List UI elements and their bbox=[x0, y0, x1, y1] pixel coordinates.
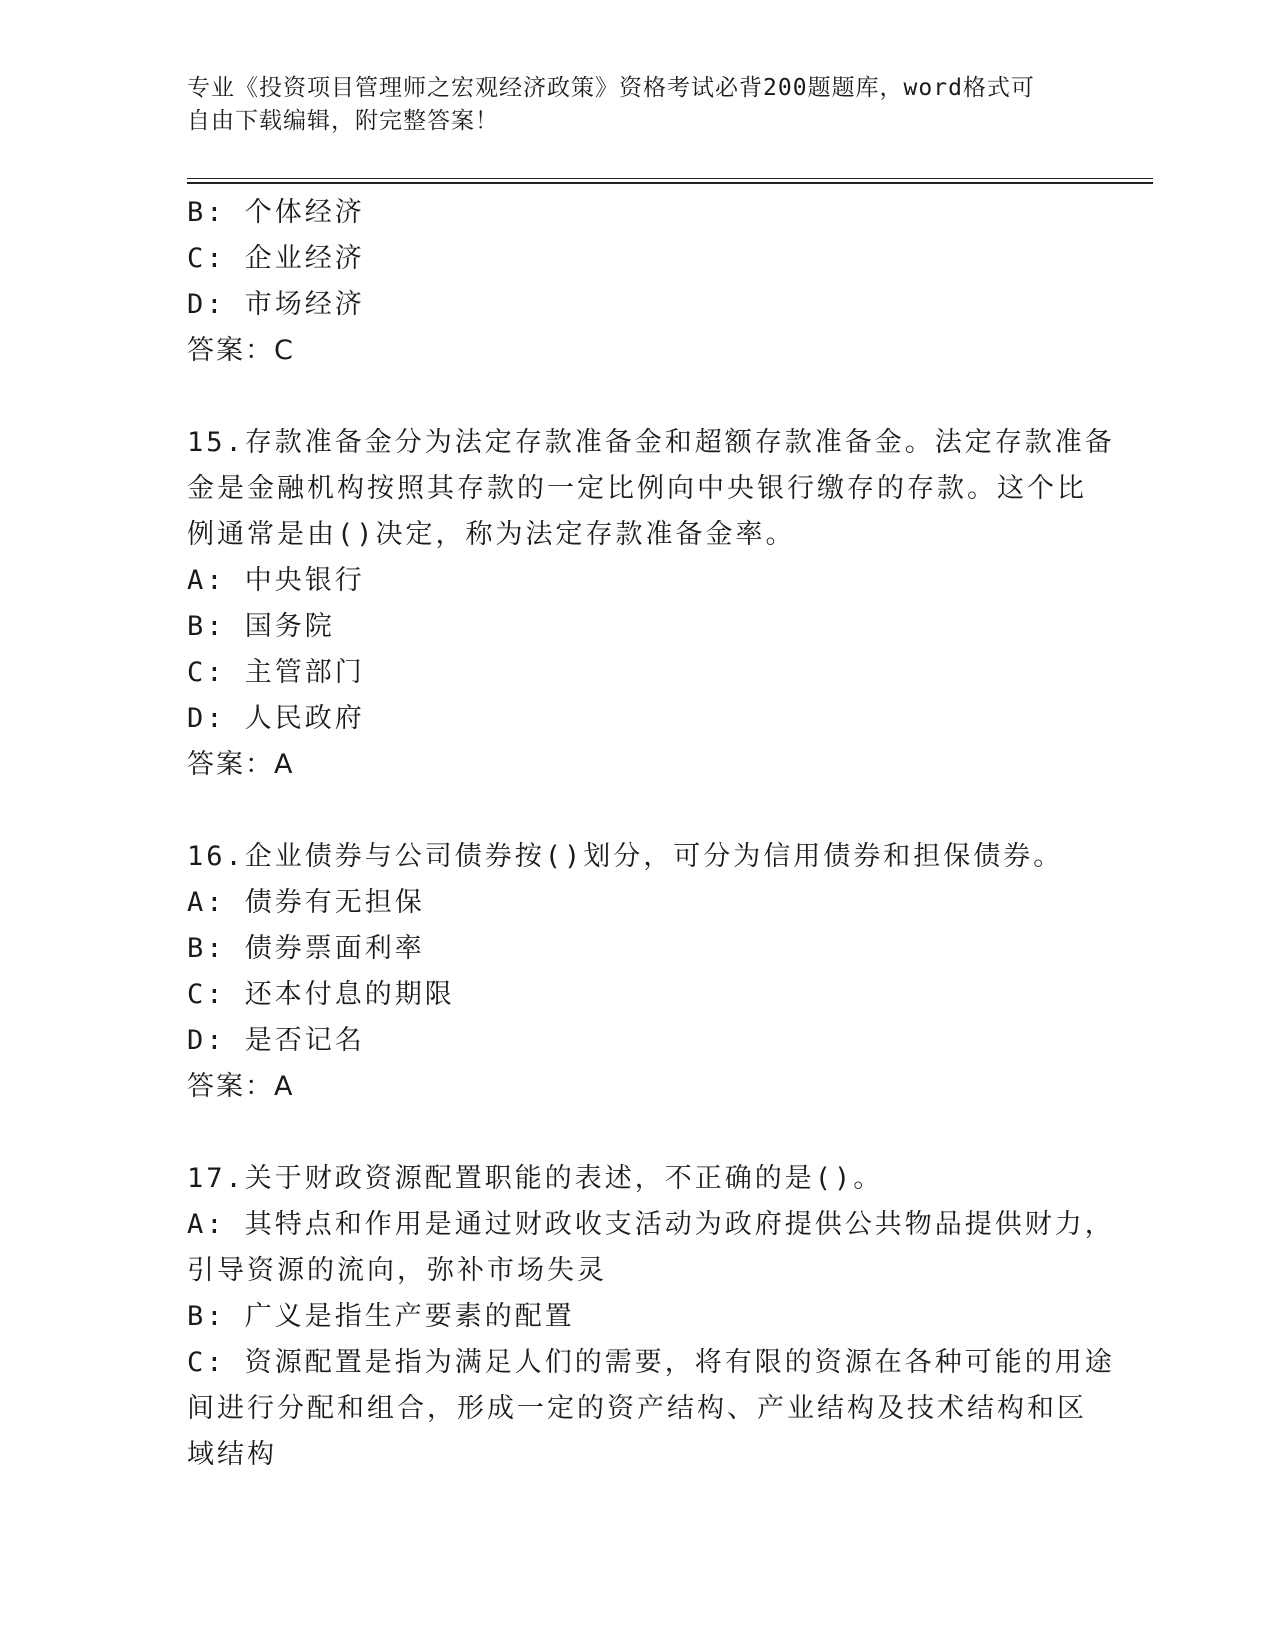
q17-option-a-line-1: A: 其特点和作用是通过财政收支活动为政府提供公共物品提供财力， bbox=[187, 1209, 1115, 1240]
question-content bbox=[187, 190, 1115, 1478]
q15-option-c: C: 主管部门 bbox=[187, 657, 365, 688]
q14-answer: 答案：C bbox=[187, 335, 295, 366]
question-17 bbox=[187, 1156, 1115, 1478]
question-14-tail bbox=[187, 190, 1087, 374]
q16-text: 16.企业债券与公司债券按()划分，可分为信用债券和担保债券。 bbox=[187, 841, 1064, 872]
question-16 bbox=[187, 834, 1087, 1110]
header-line-2: 自由下载编辑，附完整答案！ bbox=[187, 108, 499, 134]
q17-option-a-line-2: 引导资源的流向，弥补市场失灵 bbox=[187, 1255, 607, 1286]
q16-option-b: B: 债券票面利率 bbox=[187, 933, 425, 964]
spacer bbox=[187, 788, 1087, 834]
q16-option-c: C: 还本付息的期限 bbox=[187, 979, 455, 1010]
q15-text-line-1: 15.存款准备金分为法定存款准备金和超额存款准备金。法定存款准备 bbox=[187, 427, 1115, 458]
q14-option-c: C: 企业经济 bbox=[187, 243, 365, 274]
q14-option-d: D: 市场经济 bbox=[187, 289, 365, 320]
q16-option-a: A: 债券有无担保 bbox=[187, 887, 425, 918]
q17-option-b: B: 广义是指生产要素的配置 bbox=[187, 1301, 575, 1332]
spacer bbox=[187, 374, 1087, 420]
spacer bbox=[187, 1110, 1087, 1156]
q17-option-c-line-3: 域结构 bbox=[187, 1439, 277, 1470]
q15-answer: 答案：A bbox=[187, 749, 295, 780]
q17-text: 17.关于财政资源配置职能的表述，不正确的是()。 bbox=[187, 1163, 884, 1194]
document-header bbox=[187, 72, 1087, 138]
q15-option-a: A: 中央银行 bbox=[187, 565, 365, 596]
q14-option-b: B: 个体经济 bbox=[187, 197, 365, 228]
q15-option-d: D: 人民政府 bbox=[187, 703, 365, 734]
q17-option-c-line-1: C: 资源配置是指为满足人们的需要，将有限的资源在各种可能的用途 bbox=[187, 1347, 1115, 1378]
header-line-1: 专业《投资项目管理师之宏观经济政策》资格考试必背200题题库，word格式可 bbox=[187, 75, 1035, 101]
q15-text-line-3: 例通常是由()决定，称为法定存款准备金率。 bbox=[187, 519, 796, 550]
q16-answer: 答案：A bbox=[187, 1071, 295, 1102]
header-rule-thick bbox=[187, 182, 1153, 184]
question-15 bbox=[187, 420, 1115, 788]
q15-option-b: B: 国务院 bbox=[187, 611, 335, 642]
q15-text-line-2: 金是金融机构按照其存款的一定比例向中央银行缴存的存款。这个比 bbox=[187, 473, 1087, 504]
q17-option-c-line-2: 间进行分配和组合，形成一定的资产结构、产业结构及技术结构和区 bbox=[187, 1393, 1087, 1424]
header-rule-thin bbox=[187, 178, 1153, 179]
q16-option-d: D: 是否记名 bbox=[187, 1025, 365, 1056]
